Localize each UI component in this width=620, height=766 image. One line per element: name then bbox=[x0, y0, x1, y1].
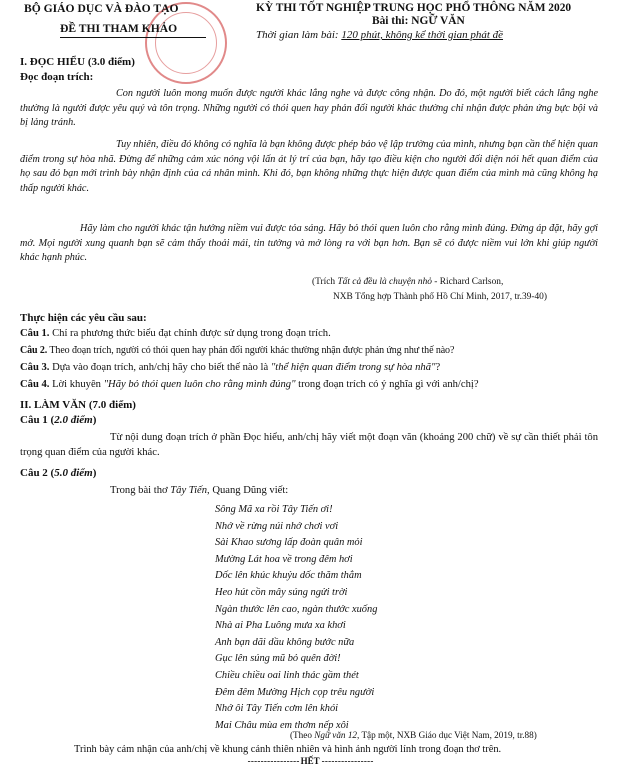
poem-line: Gục lên súng mũ bỏ quên đời! bbox=[215, 653, 341, 665]
poem-line: Anh bạn dãi dầu không bước nữa bbox=[215, 636, 355, 648]
question-4: Câu 4. Lời khuyên "Hãy bỏ thói quen luôn cho rằng mình đúng" trong đoạn trích có ý nghĩa gì với anh/chị? bbox=[20, 379, 479, 390]
poem-line: Heo hút cồn mây súng ngửi trời bbox=[215, 586, 348, 598]
time-value: 120 phút, không kể thời gian phát đề bbox=[341, 29, 504, 41]
tasks-title: Thực hiện các yêu cầu sau: bbox=[20, 312, 147, 324]
poem-line: Chiều chiều oai linh thác gầm thét bbox=[215, 669, 359, 681]
poem-line: Nhớ ôi Tây Tiến cơm lên khói bbox=[215, 703, 339, 715]
poem-block bbox=[215, 502, 377, 734]
poem-line: Mường Lát hoa về trong đêm hơi bbox=[215, 553, 353, 565]
poem-line: Sông Mã xa rồi Tây Tiến ơi! bbox=[215, 504, 333, 515]
exam-subject: Bài thi: NGỮ VĂN bbox=[372, 15, 465, 27]
question-1: Câu 1. Chỉ ra phương thức biểu đạt chính được sử dụng trong đoạn trích. bbox=[20, 328, 331, 339]
excerpt-paragraph-2: Tuy nhiên, điều đó không có nghĩa là bạn không được phép bảo vệ lập trường của mình, nhưng bạn cần thể hiện quan điểm trong sự hòa nhã. Đừng để những cảm xúc nóng vội lấn át lý trí của bạn, hãy tạo điều kiện cho người đối diện nói hết quan điểm của họ sau đó bạn mới trình bày nhận định của cá nhân mình. Khi đó, bạn không những thực hiện được quan điểm của mình mà cũng không hạ thấp người khác. bbox=[20, 139, 598, 194]
essay-q2-heading: Câu 2 (5.0 điểm) bbox=[20, 467, 97, 479]
poem-line: Đêm đêm Mường Hịch cọp trêu người bbox=[215, 686, 375, 698]
poem-line: Ngàn thước lên cao, ngàn thước xuống bbox=[215, 603, 378, 615]
end-mark: - - - - - - - - - - - - - - - - HẾT - - - - - - - - - - - - - - - - bbox=[247, 756, 373, 766]
excerpt-source-line2: NXB Tổng hợp Thành phố Hồ Chí Minh, 2017, tr.39-40) bbox=[333, 292, 547, 302]
exam-type-label: ĐỀ THI THAM KHẢO bbox=[60, 22, 178, 35]
part2-title: II. LÀM VĂN (7.0 điểm) bbox=[20, 399, 136, 411]
poem-line: Dốc lên khúc khuỷu dốc thăm thẳm bbox=[215, 570, 362, 582]
exam-title: KỲ THI TỐT NGHIỆP TRUNG HỌC PHỔ THÔNG NĂM 2020 bbox=[256, 2, 572, 14]
poem-line: Mai Châu mùa em thơm nếp xôi bbox=[215, 719, 349, 731]
ministry-name: BỘ GIÁO DỤC VÀ ĐÀO TẠO bbox=[24, 2, 179, 15]
source-book-title: Tất cả đều là chuyện nhỏ bbox=[337, 277, 432, 287]
poem-line: Nhớ về rừng núi nhớ chơi vơi bbox=[215, 520, 339, 532]
poem-intro: Trong bài thơ Tây Tiến, Quang Dũng viết: bbox=[110, 485, 289, 496]
poem-line: Sài Khao sương lấp đoàn quân mỏi bbox=[215, 537, 363, 549]
part1-title: I. ĐỌC HIỂU (3.0 điểm) bbox=[20, 56, 135, 68]
excerpt-paragraph-1: Con người luôn mong muốn được người khác lắng nghe và được công nhận. Do đó, một người biết cách lắng nghe thường là người được yêu quý và tôn trọng. Những người có thói quen hay phản đối người khác thường chỉ nhận được phản ứng bực bội và bị lảng tránh. bbox=[20, 88, 598, 129]
excerpt-source-line1: (Trích Tất cả đều là chuyện nhỏ - Richard Carlson, bbox=[312, 277, 504, 287]
essay-q1-text: Từ nội dung đoạn trích ở phần Đọc hiểu, anh/chị hãy viết một đoạn văn (khoảng 200 chữ) về sự cần thiết phải tôn trọng quan điểm của người khác. bbox=[20, 432, 598, 458]
essay-q1-heading: Câu 1 (2.0 điểm) bbox=[20, 414, 97, 426]
time-prefix: Thời gian làm bài: bbox=[256, 29, 339, 41]
exam-type-underline bbox=[60, 37, 206, 38]
poem-source: (Theo Ngữ văn 12, Tập một, NXB Giáo dục Việt Nam, 2019, tr.88) bbox=[290, 730, 537, 740]
excerpt-paragraph-3: Hãy làm cho người khác tận hưởng niềm vui được tỏa sáng. Hãy bỏ thói quen luôn cho rằng mình đúng. Đừng áp đặt, hãy gợi mở. Mọi người xung quanh bạn sẽ cảm thấy thoải mái, tin tưởng và mở lòng ra với bạn hơn. Bạn sẽ có được niềm vui lớn khi giúp người khác hạnh phúc. bbox=[20, 223, 598, 264]
end-mark-text: HẾT bbox=[300, 756, 320, 766]
exam-time bbox=[256, 29, 503, 41]
question-2: Câu 2. Theo đoạn trích, người có thói quen hay phản đối người khác thường nhận được phản ứng như thế nào? bbox=[20, 345, 455, 356]
read-label: Đọc đoạn trích: bbox=[20, 71, 94, 83]
essay-q2-task: Trình bày cảm nhận của anh/chị về khung cảnh thiên nhiên và hình ảnh người lính trong đoạn thơ trên. bbox=[74, 744, 502, 755]
question-3: Câu 3. Dựa vào đoạn trích, anh/chị hãy cho biết thế nào là "thể hiện quan điểm trong sự hòa nhã"? bbox=[20, 362, 441, 373]
poem-line: Nhà ai Pha Luông mưa xa khơi bbox=[215, 620, 346, 632]
